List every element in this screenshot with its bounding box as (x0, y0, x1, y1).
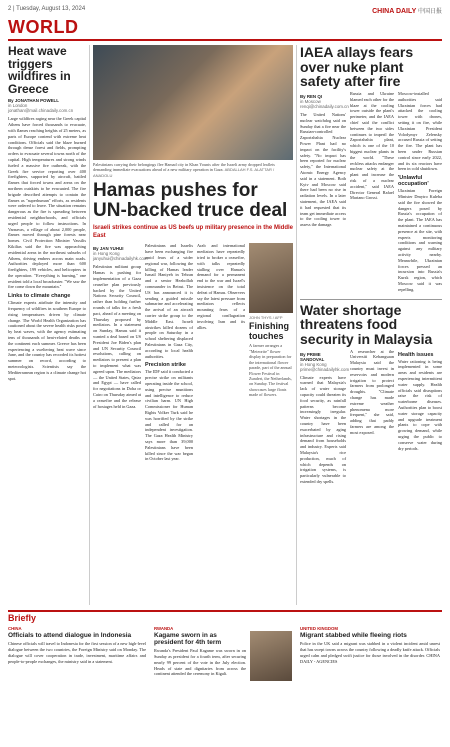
flower-photo (249, 243, 293, 313)
page-body (8, 45, 442, 745)
heat-wave-email: jonathan@mail.chinadaily.com.cn (8, 108, 74, 114)
heat-wave-body: Large wildfires raging near the Greek capital Athens have forced thousands to evacuate, with flames reaching heights of 25 meters, as parts of Europe contend with extreme heat conditions. Officials said the blaze burned through dense forest and fields, prompting orders to evacuate several towns north of the capital. High temperatures and strong winds fueled a massive fire outbreak, with the Greek fire service reporting over 400 firefighters, supported by aircraft, battled flames that forced towns and areas on the northern outskirts to be evacuated. The fire brigade described attempts to contain the flames as "superhuman" efforts, as residents were ordered to leave. The situation remains dangerous as the fire is spreading between residential neighborhoods, and officials urged people to follow instructions. In Varnavas, a village of about 2,000 people, flames moved through pine forests near homes. Civil Protection Minister Vassilis Kikilias said the fire was approaching residential areas in the northeast suburbs of Athens, driving embers across main roads. Authorities deployed more than 600 firefighters, 199 vehicles, and helicopters in the operation. "Everything is burning," one resident told a local broadcaster. "We saw the fire come down the mountain." (8, 116, 87, 290)
brief-item (300, 623, 440, 681)
hamas-col4: Arab and international mediators have repeatedly tried to broker a ceasefire, with talks repeatedly stalling over Hamas's demand for a permanent end to the war and Israel's insistence on the total defeat of Hamas. Observers say the latest pressure from mediators reflects mounting fears of a regional conflagration involving Iran and its allies. (197, 243, 245, 330)
flower-photo-credit: JOHN THYS / AFP (249, 315, 283, 321)
section-title: WORLD (8, 17, 442, 41)
water-location: in Hong Kong (300, 361, 327, 367)
finishing-caption: A farmer arranges a "Meteorite" flower display in preparation for the international flower parade, part of the annual Flower Festival in Zundert, the Netherlands, on Sunday. The festival showcases large floats made of flowers. (249, 343, 292, 398)
brief-headline: Kagame sworn in as president for 4th term (154, 632, 222, 647)
water-subhead: Health issues (398, 351, 434, 358)
water-email: prime@chinadailyhk.com (300, 366, 350, 372)
brief-item (154, 623, 292, 681)
iaea-body-3: Moscow-installed authorities said Ukrainian forces had attacked the cooling tower with drones, setting it on fire, while Ukrainian President Volodymyr Zelensky accused Russia of setting the fire. The plant has been under Russian control since early 2022, and its six reactors have been in cold shutdown. (398, 91, 442, 172)
water-body-2: A researcher at the Universiti Kebangsaan Malaysia said the country must invest in reservoirs and modern irrigation to protect farmers from prolonged droughts. "Climate change has made extreme weather phenomena more frequent," she said, adding that paddy farmers are among the most exposed. (350, 348, 394, 435)
brief-body: Police in the UK said a migrant was stabbed in a violent incident amid unrest that has swept towns across the country following a deadly knife attack. Officials urged calm and pledged swift justice for those involved in the disorder. CHINA DAILY - AGENCIES (300, 641, 440, 664)
heat-wave-headline: Heat wave triggers wildfires in Greece (8, 44, 71, 96)
iaea-body-2: Russia and Ukraine blamed each other for the blaze at the cooling tower outside the plant's perimeter, and the IAEA chief said the conflict between the two sides continues to imperil the Zaporizhzhia plant, which is one of the 10 biggest nuclear plants in the world. "These reckless attacks endanger nuclear safety at the plant and increase the risk of a nuclear accident," said IAEA Director General Rafael Mariano Grossi. (350, 91, 394, 201)
gaza-photo-caption: Palestinians carrying their belongings flee Hamad city in Khan Younis after the Israeli army dropped leaflets demanding immediate evacuations ahead of a new military operation in Gaza. (93, 162, 275, 173)
heat-wave-location: in London (8, 103, 28, 109)
iaea-body-1: The United Nations' nuclear watchdog said on Sunday that a fire near the Russian-controlled Zaporizhzhia Nuclear Power Plant had no impact on the facility's safety. "No impact has been reported for nuclear safety," the International Atomic Energy Agency said in a statement. Both Kyiv and Moscow said there had been no rise in radiation levels. In a later statement, the IAEA said it had requested that its team get immediate access to the cooling tower to assess the damage. (300, 112, 346, 228)
iaea-byline: By REN QI (300, 94, 322, 100)
brief-headline: Migrant stabbed while fleeing riots (300, 632, 407, 639)
kagame-photo (250, 631, 292, 681)
gaza-photo (93, 45, 293, 160)
right-area (300, 45, 442, 487)
brand-suffix: 中国日报 (417, 9, 442, 15)
iaea-subhead: 'Unlawful occupation' (398, 175, 429, 188)
brief-item (8, 623, 146, 681)
hamas-subhead: Precision strike (145, 362, 186, 369)
column-divider (296, 45, 297, 605)
hamas-col1: Palestinian militant group Hamas is pushing for implementation of a Gaza ceasefire plan previously backed by the United Nations Security Council, rather than holding further rounds of talks for a fresh pact, ahead of a meeting on Thursday proposed by mediators. In a statement on Sunday, Hamas said it wanted a deal based on US President Joe Biden's plan and UN Security Council resolutions, calling on mediators to present a plan to implement what was agreed upon. The mediators — the United States, Qatar and Egypt — have called for negotiations in Doha or Cairo on Thursday aimed at a ceasefire and the release of hostages held in Gaza. (93, 264, 141, 409)
page-number: 2 (8, 6, 12, 12)
brief-body: Chinese officials will travel to Indonesia for the first session of a new high-level dialogue between the two countries, the Foreign Ministry said on Monday. The dialogue will cover cooperation in trade, investment, maritime affairs and people-to-people exchanges, the ministry said in a statement. (8, 641, 146, 664)
water-byline: By PRIME SANDOVAL (300, 351, 325, 362)
links-body: Climate experts attribute the intensity and frequency of wildfires in southern Europe to rising temperatures driven by climate change. The World Health Organization has cautioned about the severe health risks posed by heat waves, with the agency estimating tens of thousands of heat-related deaths on the continent each summer. Greece has been experiencing a sweltering heat wave since June, and the country has recorded its hottest summer on record, according to meteorologists. Scientists say the Mediterranean region is a climate change hot spot. (8, 300, 86, 381)
story-water (300, 299, 442, 487)
links-heading: Links to climate change (8, 293, 71, 300)
iaea-body-4: Ukrainian Foreign Minister Dmytro Kuleba said the fire showed the dangers posed by Russia's occupation of the plant. The IAEA has maintained a continuous presence at the site, with experts monitoring conditions and warning against any military activity nearby. Meanwhile, Ukrainian forces pressed an incursion into Russia's Kursk region, which Moscow said it was repelling. (398, 188, 442, 292)
finishing-headline: Finishing touches (249, 321, 289, 341)
hamas-col2: Palestinians and Israelis have been exchanging fire amid fears of a wider regional war, following the killing of Hamas leader Ismail Haniyeh in Tehran and a senior Hezbollah commander in Beirut. The US has announced it is sending a guided missile submarine and accelerating the arrival of an aircraft carrier strike group to the Middle East. Israeli airstrikes killed dozens of people on Saturday in a school sheltering displaced Palestinians in Gaza City, according to local health authorities. (145, 243, 193, 359)
heat-wave-byline: By JONATHAN POWELL (8, 98, 59, 104)
hamas-location: in Hong Kong (93, 251, 120, 257)
story-heat-wave (8, 45, 86, 383)
brief-headline: Officials to attend dialogue in Indonesia (8, 632, 132, 639)
brief-region: CHINA (8, 626, 22, 631)
hamas-byline: By JAN YUHUI (93, 246, 124, 252)
iaea-location: in Moscow (300, 99, 321, 105)
hamas-columns (93, 243, 293, 464)
column-divider (89, 45, 90, 605)
iaea-columns (300, 91, 442, 295)
briefly-label: Briefly (8, 610, 442, 623)
brief-region: RWANDA (154, 626, 174, 631)
water-body-3: Water rationing is being implemented in some areas and residents are experiencing intermittent water supply. Health officials said disruptions raise the risk of waterborne diseases. Authorities plan to boost water storage capacity and upgrade treatment plants to cope with growing demand, while urging the public to conserve water during dry periods. (398, 358, 442, 451)
brand-name: CHINA DAILY (372, 8, 417, 15)
center-area (93, 45, 293, 464)
hamas-dek: Israeli strikes continue as US beefs up military presence in the Middle East (93, 225, 293, 240)
page-date: Tuesday, August 13, 2024 (16, 6, 86, 12)
iaea-headline: IAEA allays fears over nuke plant safety after fire (300, 44, 414, 90)
water-headline: Water shortage threatens food security in Malaysia (300, 301, 433, 347)
page-header: 2 | Tuesday, August 13, 2024 CHINA DAILY 中国日报 (8, 6, 442, 15)
hamas-email: janyuhui@chinadailyhk.com (93, 256, 148, 262)
brief-body: Rwanda's President Paul Kagame was sworn in on Sunday as president for a fourth term, after securing nearly 99 percent of the vote in the July election. Heads of state and dignitaries from across the continent attended the ceremony in Kigali. (154, 648, 246, 677)
brief-region: UNITED KINGDOM (300, 626, 338, 631)
gaza-photo-credit: ABDALLAH F.S. ALATTAR / ANADOLU (93, 167, 275, 178)
hamas-col3: The IDF said it conducted a precise strike on militants operating inside the school, using precise munitions and intelligence to reduce civilian harm. UN High Commissioner for Human Rights Volker Turk said he was horrified by the strike and called for an independent investigation. The Gaza Health Ministry says more than 39,000 Palestinians have been killed since the war began in October last year. (145, 369, 193, 462)
briefly-section (8, 610, 442, 681)
water-body-1: Climate experts have warned that Malaysia's lack of water storage capacity could threaten its food security, as rainfall patterns become increasingly irregular. Water shortages in the country have been exacerbated by aging infrastructure and rising demand from households and industry. Experts said Malaysia's rice production, much of which depends on irrigation systems, is particularly vulnerable to extended dry spells. (300, 374, 346, 484)
finishing-touches (249, 243, 293, 464)
hamas-headline: Hamas pushes for UN-backed truce deal (93, 180, 288, 222)
iaea-email: renqi@chinadaily.com.cn (300, 104, 349, 110)
